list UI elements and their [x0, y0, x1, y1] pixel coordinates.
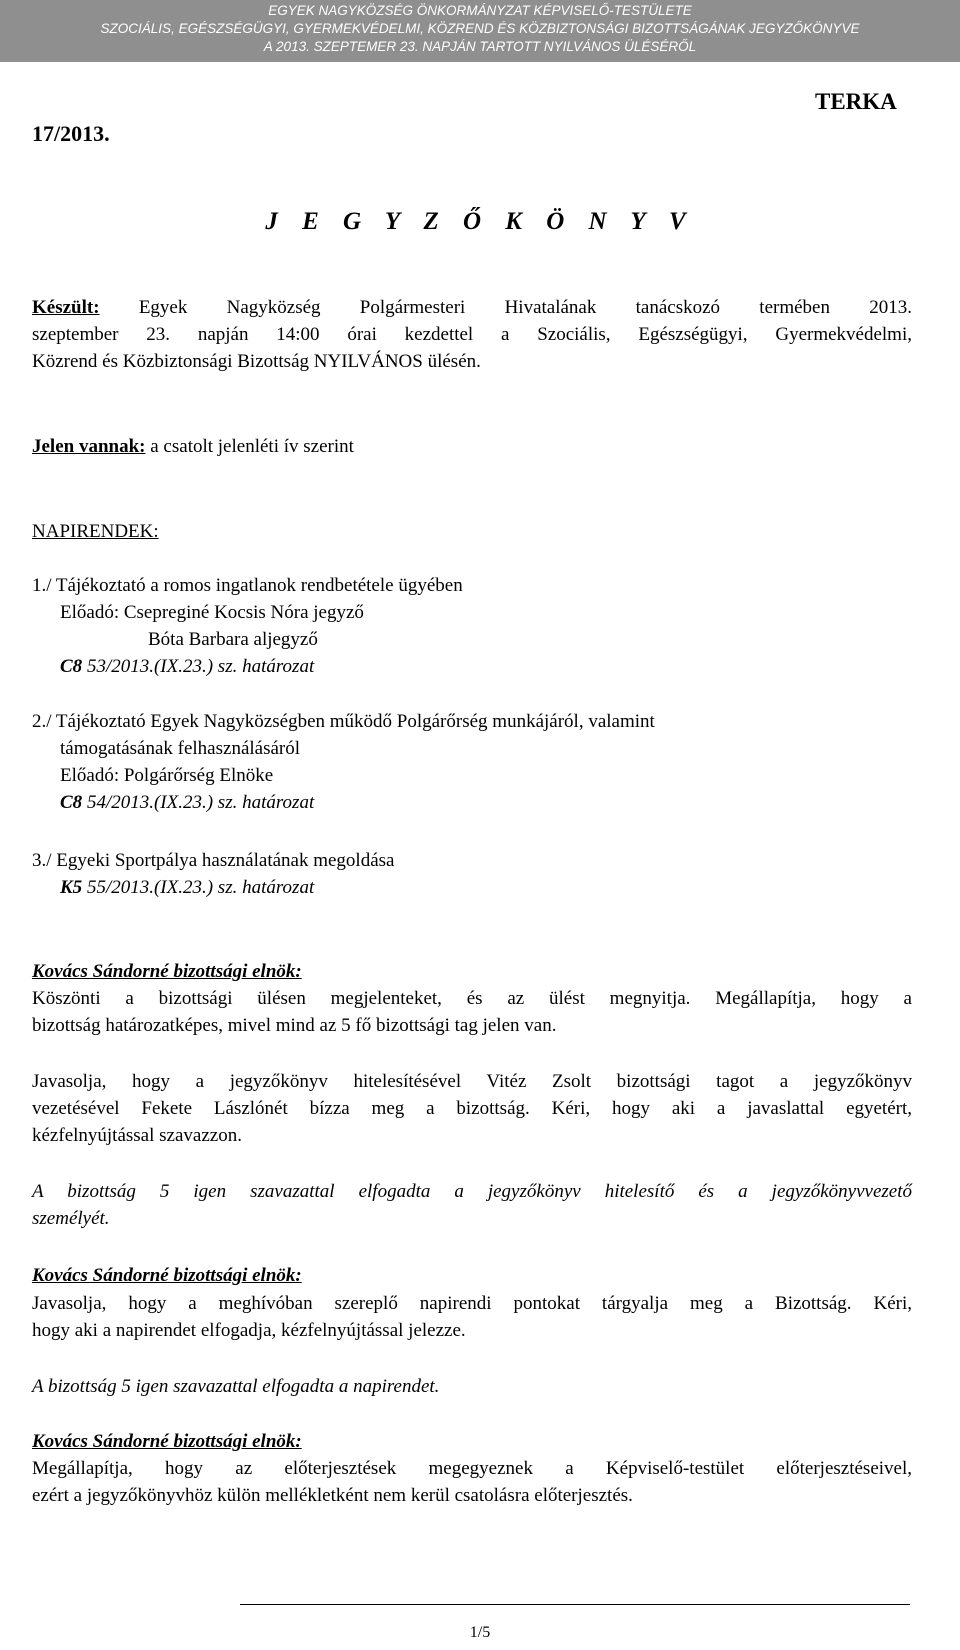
- agenda-item-1: [32, 572, 463, 680]
- agenda-item-2-resolution-number: 54/2013.(IX.23.) sz.: [86, 792, 238, 813]
- paragraph-2-line-1: Javasolja, hogy a jegyzőkönyv hitelesítésével Vitéz Zsolt bizottsági tagot a jegyzőkönyv: [32, 1071, 912, 1092]
- agenda-item-3-code: K5: [60, 877, 83, 898]
- page-title: J E G Y Z Ő K Ö N Y V: [265, 208, 695, 235]
- present-text: a csatolt jelenléti ív szerint: [150, 436, 354, 457]
- page-number: 1/5: [469, 1624, 491, 1641]
- paragraph-3: [32, 1178, 912, 1232]
- document-number: 17/2013.: [32, 121, 110, 146]
- agenda-item-3: [32, 847, 394, 901]
- paragraph-6-line-1: Megállapítja, hogy az előterjesztések megegyeznek a Képviselő-testület előterjesztéseivel,: [32, 1458, 912, 1479]
- made-line-2: szeptember 23. napján 14:00 órai kezdettel a Szociális, Egészségügyi, Gyermekvédelmi,: [32, 324, 912, 345]
- paragraph-2: [32, 1068, 912, 1149]
- made-line-3: Közrend és Közbiztonsági Bizottság NYILVÁNOS ülésén.: [32, 351, 481, 372]
- agenda-item-1-resolution-word: határozat: [242, 656, 315, 677]
- paragraph-3-line-1: A bizottság 5 igen szavazattal elfogadta a jegyzőkönyv hitelesítő és a jegyzőkönyvvezető: [32, 1181, 912, 1202]
- paragraph-4: [32, 1290, 912, 1344]
- agenda-item-1-presenter-2: Bóta Barbara aljegyző: [148, 629, 318, 650]
- agenda-item-2-resolution: [32, 789, 655, 816]
- header-line-1: EGYEK NAGYKÖZSÉG ÖNKORMÁNYZAT KÉPVISELŐ-TESTÜLETE: [268, 3, 692, 18]
- agenda-item-2: [32, 708, 655, 816]
- agenda-item-1-title: 1./ Tájékoztató a romos ingatlanok rendbetétele ügyében: [32, 575, 463, 596]
- paragraph-1-line-1: Köszönti a bizottsági ülésen megjelenteket, és az ülést megnyitja. Megállapítja, hogy a: [32, 988, 912, 1009]
- made-paragraph: [32, 294, 912, 375]
- agenda-item-1-presenter: Előadó: Csepreginé Kocsis Nóra jegyző: [60, 602, 364, 623]
- paragraph-6: [32, 1455, 912, 1509]
- agenda-heading: NAPIRENDEK:: [32, 521, 159, 542]
- document-header: [0, 2, 960, 56]
- paragraph-3-line-2: személyét.: [32, 1208, 110, 1229]
- header-line-2: SZOCIÁLIS, EGÉSZSÉGÜGYI, GYERMEKVÉDELMI, KÖZREND ÉS KÖZBIZTONSÁGI BIZOTTSÁGÁNAK JEGYZŐKÖNYVE: [100, 21, 860, 36]
- agenda-item-2-title-2: támogatásának felhasználásáról: [60, 738, 301, 759]
- agenda-item-2-title: 2./ Tájékoztató Egyek Nagyközségben működő Polgárőrség munkájáról, valamint: [32, 711, 655, 732]
- paragraph-4-line-2: hogy aki a napirendet elfogadja, kézfelnyújtással jelezze.: [32, 1320, 466, 1341]
- stamp-label: TERKA: [815, 89, 897, 114]
- agenda-item-3-resolution-number: 55/2013.(IX.23.) sz.: [86, 877, 238, 898]
- agenda-item-3-resolution-word: határozat: [242, 877, 315, 898]
- agenda-item-1-resolution: [32, 653, 463, 680]
- agenda-item-1-code: C8: [60, 656, 83, 677]
- made-label: Készült:: [32, 297, 100, 318]
- speaker-label-2: Kovács Sándorné bizottsági elnök:: [32, 1265, 302, 1286]
- agenda-item-3-resolution: [32, 874, 394, 901]
- paragraph-2-line-3: kézfelnyújtással szavazzon.: [32, 1125, 242, 1146]
- paragraph-1-line-2: bizottság határozatképes, mivel mind az 5 fő bizottsági tag jelen van.: [32, 1015, 557, 1036]
- paragraph-1: [32, 985, 912, 1039]
- paragraph-6-line-2: ezért a jegyzőkönyvhöz külön mellékletként nem kerül csatolásra előterjesztés.: [32, 1485, 633, 1506]
- speaker-label-1: Kovács Sándorné bizottsági elnök:: [32, 961, 302, 982]
- agenda-item-2-resolution-word: határozat: [242, 792, 315, 813]
- paragraph-5: A bizottság 5 igen szavazattal elfogadta a napirendet.: [32, 1376, 440, 1397]
- speaker-label-3: Kovács Sándorné bizottsági elnök:: [32, 1431, 302, 1452]
- made-line-1: Egyek Nagyközség Polgármesteri Hivatalának tanácskozó termében 2013.: [138, 297, 912, 318]
- present-label: Jelen vannak:: [32, 436, 146, 457]
- header-line-3: A 2013. SZEPTEMER 23. NAPJÁN TARTOTT NYILVÁNOS ÜLÉSÉRŐL: [263, 39, 697, 54]
- footer-divider: [240, 1604, 910, 1605]
- paragraph-2-line-2: vezetésével Fekete Lászlónét bízza meg a bizottság. Kéri, hogy aki a javaslattal egyetért,: [32, 1098, 912, 1119]
- agenda-item-2-code: C8: [60, 792, 83, 813]
- agenda-item-2-presenter: Előadó: Polgárőrség Elnöke: [60, 765, 274, 786]
- agenda-item-1-resolution-number: 53/2013.(IX.23.) sz.: [86, 656, 238, 677]
- paragraph-4-line-1: Javasolja, hogy a meghívóban szereplő napirendi pontokat tárgyalja meg a Bizottság. Kéri,: [32, 1293, 912, 1314]
- present-line: [32, 433, 912, 460]
- agenda-item-3-title: 3./ Egyeki Sportpálya használatának megoldása: [32, 850, 395, 871]
